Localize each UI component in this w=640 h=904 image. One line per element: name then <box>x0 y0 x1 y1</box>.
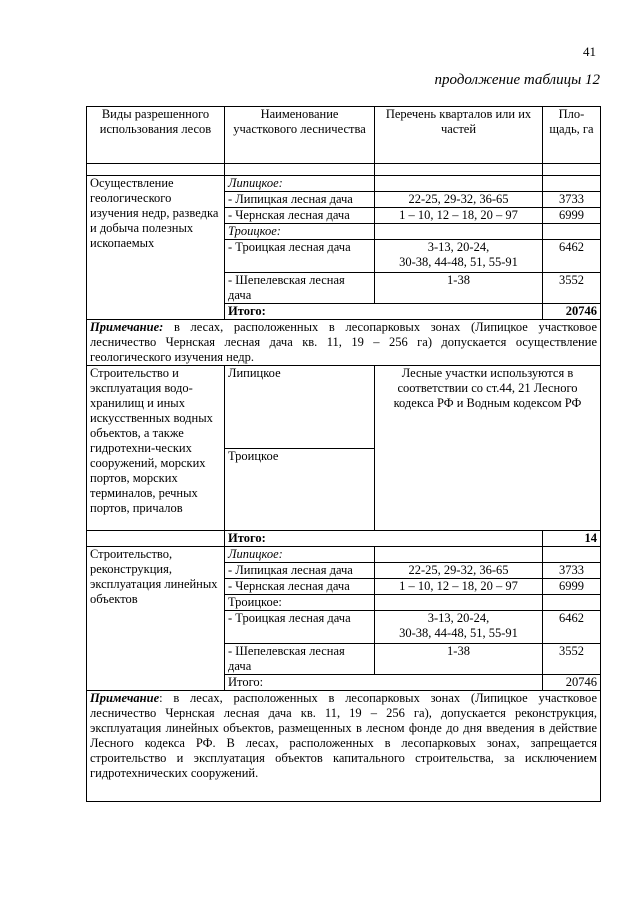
page-number: 41 <box>583 44 596 59</box>
quarters-line: 3-13, 20-24, <box>427 240 490 254</box>
table-row <box>87 366 601 449</box>
total-label: Итого: <box>225 675 543 691</box>
table-continuation-caption: продолжение таблицы 12 <box>434 72 600 88</box>
header-area: Пло-щадь, га <box>543 107 601 164</box>
quarters-cell: 1-38 <box>375 644 543 675</box>
forest-dacha-name: - Шепелевская лесная дача <box>225 273 375 304</box>
forest-dacha-name: - Троицкая лесная дача <box>225 240 375 273</box>
forest-dacha-name: - Троицкая лесная дача <box>225 611 375 644</box>
total-value: 20746 <box>543 304 601 320</box>
note-cell <box>87 691 601 802</box>
area-cell: 6999 <box>543 208 601 224</box>
note-label: Примечание <box>90 691 160 705</box>
note-row <box>87 320 601 366</box>
note-text: в лесах, расположенных в лесопарковых зонах (Липицкое участковое лесничество Чернская лесная дача кв. 11, 19 – 256 га) допускается осуществление геологического изучения недр. <box>90 320 597 364</box>
note-label: Примечание: <box>90 320 164 334</box>
forest-dacha-name: - Шепелевская лесная дача <box>225 644 375 675</box>
forestry-group-label: Липицкое: <box>225 176 375 192</box>
forestry-group-label: Липицкое: <box>225 547 375 563</box>
header-forestry: Наименование участкового лесничества <box>225 107 375 164</box>
area-cell: 6462 <box>543 240 601 273</box>
quarters-line: 30-38, 44-48, 51, 55-91 <box>399 255 518 269</box>
area-cell: 3733 <box>543 192 601 208</box>
quarters-cell <box>375 611 543 644</box>
quarters-cell: 1 – 10, 12 – 18, 20 – 97 <box>375 579 543 595</box>
quarters-cell: 1-38 <box>375 273 543 304</box>
quarters-line: 3-13, 20-24, <box>427 611 490 625</box>
area-cell: 3552 <box>543 644 601 675</box>
total-row <box>87 531 601 547</box>
use-type-cell: Строительство, реконструкция, эксплуатация линейных объектов <box>87 547 225 691</box>
table-header-row <box>87 107 601 164</box>
note-text: : в лесах, расположенных в лесопарковых зонах (Липицкое участковое лесничество Чернская лесная дача кв. 11, 19 – 256 га), допускается реконструкция, эксплуатация линейных объектов, размещенных в лесном фонде до дня введения в действие Лесного кодекса РФ. В лесах, расположенных в лесопарковых зонах, запрещается строительство и эксплуатация объектов капитального строительства, за исключением гидротехнических сооружений. <box>90 691 597 780</box>
forest-dacha-name: - Липицкая лесная дача <box>225 563 375 579</box>
table-row <box>87 547 601 563</box>
total-value: 20746 <box>543 675 601 691</box>
quarters-cell: Лесные участки используются в соответствии со ст.44, 21 Лесного кодекса РФ и Водным кодексом РФ <box>375 366 601 531</box>
area-cell: 6462 <box>543 611 601 644</box>
forest-use-table <box>86 106 601 802</box>
area-cell: 3552 <box>543 273 601 304</box>
area-cell: 6999 <box>543 579 601 595</box>
quarters-line: 30-38, 44-48, 51, 55-91 <box>399 626 518 640</box>
total-label: Итого: <box>225 531 543 547</box>
table-row <box>87 176 601 192</box>
quarters-cell: 1 – 10, 12 – 18, 20 – 97 <box>375 208 543 224</box>
forest-dacha-name: - Липицкая лесная дача <box>225 192 375 208</box>
total-value: 14 <box>543 531 601 547</box>
quarters-cell <box>375 240 543 273</box>
header-use-type: Виды разрешенного использования лесов <box>87 107 225 164</box>
forest-dacha-name: - Чернская лесная дача <box>225 208 375 224</box>
forestry-group-label: Троицкое: <box>225 224 375 240</box>
quarters-cell: 22-25, 29-32, 36-65 <box>375 192 543 208</box>
total-label: Итого: <box>225 304 543 320</box>
note-row <box>87 691 601 802</box>
area-cell: 3733 <box>543 563 601 579</box>
quarters-cell: 22-25, 29-32, 36-65 <box>375 563 543 579</box>
forestry-name: Липицкое <box>225 366 375 449</box>
note-cell <box>87 320 601 366</box>
use-type-cell: Осуществление геологического изучения недр, разведка и добыча полезных ископаемых <box>87 176 225 320</box>
spacer-row <box>87 164 601 176</box>
header-quarters: Перечень кварталов или их частей <box>375 107 543 164</box>
forest-dacha-name: - Чернская лесная дача <box>225 579 375 595</box>
use-type-cell: Строительство и эксплуатация водо-хранилищ и иных искусственных водных объектов, а также гидротехни-ческих сооружений, морских портов, морских терминалов, речных портов, причалов <box>87 366 225 531</box>
forestry-name: Троицкое <box>225 448 375 531</box>
forestry-group-label: Троицкое: <box>225 595 375 611</box>
